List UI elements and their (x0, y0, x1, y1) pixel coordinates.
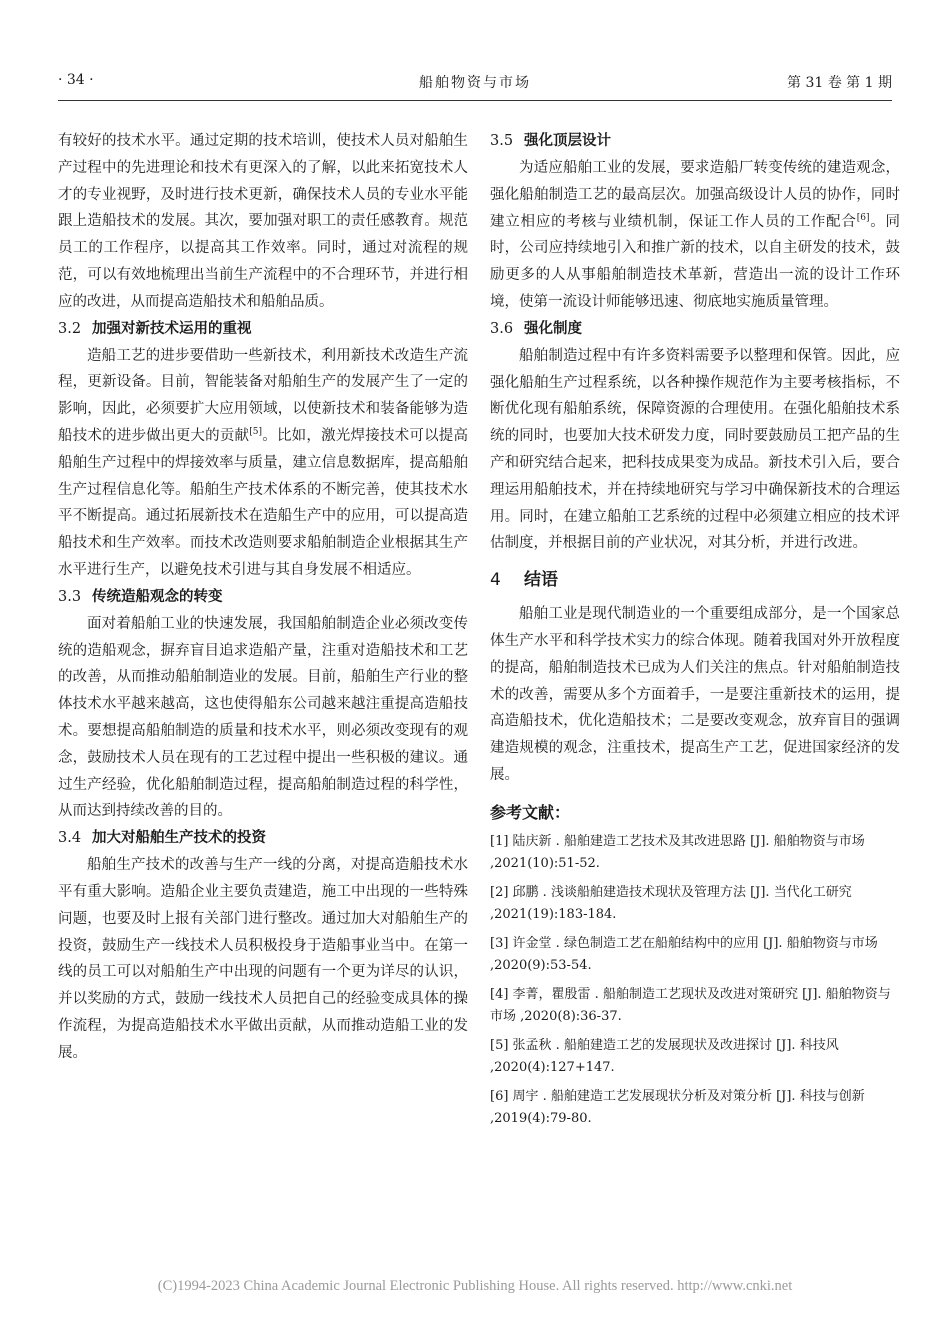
section-heading-3-3: 3.3 传统造船观念的转变 (58, 588, 223, 605)
section-heading-3-5: 3.5 强化顶层设计 (490, 133, 611, 149)
reference-item: [1] 陆庆新 . 船舶建造工艺技术及其改进思路 [J]. 船舶物资与市场 ,2021(10):51-52. (490, 833, 865, 872)
reference-item: [2] 邱鹏 . 浅谈船舶建造技术现状及管理方法 [J]. 当代化工研究 ,2021(19):183-184. (490, 884, 852, 923)
page-number: · 34 · (58, 72, 94, 88)
reference-item: [5] 张孟秋 . 船舶建造工艺的发展现状及改进探讨 [J]. 科技风 ,2020(4):127+147. (490, 1037, 839, 1076)
copyright-footer: (C)1994-2023 China Academic Journal Electronic Publishing House. All rights reserved. http://www.cnki.net (157, 1278, 793, 1294)
paragraph: 面对着船舶工业的快速发展，我国船舶制造企业必须改变传统的造船观念，摒弃盲目追求造船产量，注重对造船技术和工艺的改善，从而推动船舶制造业的发展。目前，船舶生产行业的整体技术水平越来越高，这也使得船东公司越来越注重提高造船技术。要想提高船舶制造的质量和技术水平，则必须改变现有的观念，鼓励技术人员在现有的工艺过程中提出一些积极的建议。通过生产经验，优化船舶制造过程，提高船舶制造过程的科学性，从而达到持续改善的目的。 (58, 615, 468, 820)
paragraph: 船舶生产技术的改善与生产一线的分离，对提高造船技术水平有重大影响。造船企业主要负责建造，施工中出现的一些特殊问题，也要及时上报有关部门进行整改。通过加大对船舶生产的投资，鼓励生产一线技术人员积极投身于造船事业当中。在第一线的员工可以对船舶生产中出现的问题有一个更为详尽的认识，并以奖励的方式，鼓励一线技术人员把自己的经验变成具体的操作流程，为提高造船技术水平做出贡献，从而推动造船工业的发展。 (58, 857, 468, 1061)
section-heading-3-4: 3.4 加大对船舶生产技术的投资 (58, 830, 266, 847)
section-heading-3-6: 3.6 强化制度 (490, 320, 582, 337)
paragraph: 船舶工业是现代制造业的一个重要组成部分，是一个国家总体生产水平和科学技术实力的综合体现。随着我国对外开放程度的提高，船舶制造技术已成为人们关注的焦点。针对船舶制造技术的改善，需要从多个方面着手，一是要注重新技术的运用，提高造船技术，优化造船技术；二是要改变观念，放弃盲目的强调建造规模的观念，注重技术，提高生产工艺，促进国家经济的发展。 (490, 606, 900, 783)
citation-ref: [6] (856, 212, 870, 223)
section-heading-3-2: 3.2 加强对新技术运用的重视 (58, 320, 252, 337)
volume-issue: 第 31 卷 第 1 期 (787, 75, 892, 91)
paragraph: 有较好的技术水平。通过定期的技术培训，使技术人员对船舶生产过程中的先进理论和技术有更深入的了解，以此来拓宽技术人才的专业视野，及时进行技术更新，确保技术人员的专业水平能跟上造船技术的发展。其次，要加强对职工的责任感教育。规范员工的工作程序，以提高其工作效率。同时，通过对流程的规范，可以有效地梳理出当前生产流程中的不合理环节，并进行相应的改进，从而提高造船技术和船舶品质。 (58, 133, 468, 310)
section-heading-4: 4 结语 (490, 570, 558, 591)
paragraph: 造船工艺的进步要借助一些新技术，利用新技术改造生产流程，更新设备。目前，智能装备对船舶生产的发展产生了一定的影响，因此，必须要扩大应用领域，以使新技术和装备能够为造船技术的进步做出更大的贡献[5]。比如，激光焊接技术可以提高船舶生产过程中的焊接效率与质量，建立信息数据库，提高船舶生产过程信息化等。船舶生产技术体系的不断完善，使其技术水平不断提高。通过拓展新技术在造船生产中的应用，可以提高造船技术和生产效率。而技术改造则要求船舶制造企业根据其生产水平进行生产，以避免技术引进与其自身发展不相适应。 (58, 347, 469, 578)
references-title: 参考文献： (490, 802, 571, 822)
running-header (58, 64, 892, 101)
paragraph: 为适应船舶工业的发展，要求造船厂转变传统的建造观念，强化船舶制造工艺的最高层次。加强高级设计人员的协作，同时建立相应的考核与业绩机制，保证工作人员的工作配合[6]。同时，公司应持续地引入和推广新的技术，以自主研发的技术，鼓励更多的人从事船舶制造技术革新，营造出一流的设计工作环境，使第一流设计师能够迅速、彻底地实施质量管理。 (490, 160, 901, 310)
reference-item: [3] 许金堂 . 绿色制造工艺在船舶结构中的应用 [J]. 船舶物资与市场 ,2020(9):53-54. (490, 935, 878, 974)
paragraph: 船舶制造过程中有许多资料需要予以整理和保管。因此，应强化船舶生产过程系统，以各种操作规范作为主要考核指标，不断优化现有船舶系统，保障资源的合理使用。在强化船舶技术系统的同时，也要加大技术研发力度，同时要鼓励员工把产品的生产和研究结合起来，把科技成果变为成品。新技术引入后，要合理运用船舶技术，并在持续地研究与学习中确保新技术的合理运用。同时，在建立船舶工艺系统的过程中必须建立相应的技术评估制度，并根据目前的产业状况，对其分析，并进行改进。 (490, 347, 900, 552)
right-column (490, 128, 900, 1137)
left-column (58, 128, 468, 1067)
citation-ref: [5] (249, 427, 263, 438)
journal-title: 船舶物资与市场 (419, 75, 531, 91)
reference-item: [4] 李菁，瞿殷雷 . 船舶制造工艺现状及改进对策研究 [J]. 船舶物资与市场 ,2020(8):36-37. (490, 986, 891, 1025)
reference-item: [6] 周宇 . 船舶建造工艺发展现状分析及对策分析 [J]. 科技与创新 ,2019(4):79-80. (490, 1088, 865, 1127)
reference-list (490, 831, 900, 1131)
